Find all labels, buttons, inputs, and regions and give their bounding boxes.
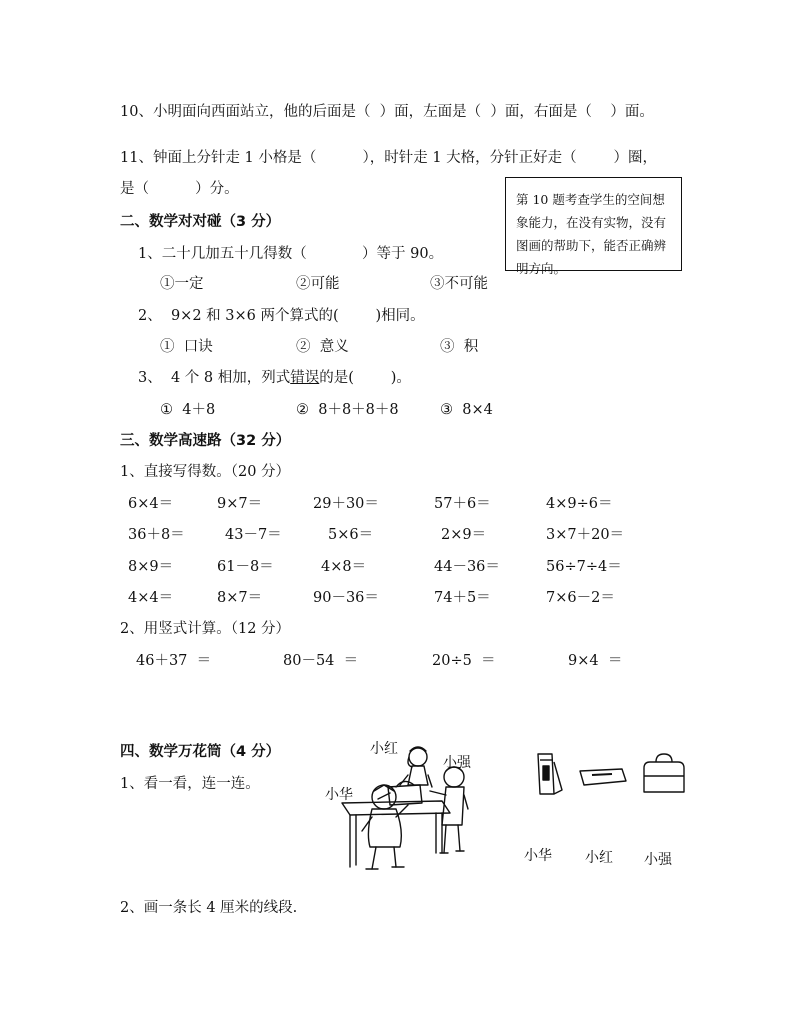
pencil-case-upright-icon bbox=[528, 750, 568, 800]
vertical-calc-1: 46＋37 ＝ bbox=[136, 653, 212, 669]
s2-q2-option-2: ② 意义 bbox=[296, 339, 349, 355]
s3-part2-title: 2、用竖式计算。（12 分） bbox=[120, 621, 291, 637]
s2-question-3 bbox=[138, 371, 411, 386]
question-11-line1: 11、钟面上分针走 1 小格是（ ），时针走 1 大格，分针正好走（ ）圈， bbox=[120, 150, 658, 166]
calc-r3-c4: 44－36＝ bbox=[434, 559, 500, 575]
calc-r1-c4: 57＋6＝ bbox=[434, 496, 491, 512]
s2-q1-option-1: ①一定 bbox=[160, 276, 204, 292]
s2-q3-option-1: ① 4＋8 bbox=[160, 402, 216, 418]
calc-r2-c2: 43－7＝ bbox=[225, 527, 282, 543]
calc-r2-c4: 2×9＝ bbox=[441, 527, 487, 543]
calc-r3-c5: 56÷7÷4＝ bbox=[546, 559, 622, 575]
calc-r2-c1: 36＋8＝ bbox=[128, 527, 185, 543]
s2-question-2: 2、 9×2 和 3×6 两个算式的( )相同。 bbox=[138, 308, 425, 324]
calc-r4-c4: 74＋5＝ bbox=[434, 590, 491, 606]
calc-r3-c2: 61－8＝ bbox=[217, 559, 274, 575]
s4-question-2: 2、画一条长 4 厘米的线段. bbox=[120, 900, 298, 916]
question-11-line2: 是（ ）分。 bbox=[120, 181, 239, 197]
s2-q3-text-before: 3、 4 个 8 相加，列式 bbox=[138, 370, 291, 386]
s2-q2-option-3: ③ 积 bbox=[440, 339, 479, 355]
object-label-xiaohong: 小红 bbox=[585, 850, 613, 866]
scene-label-xiaohua: 小华 bbox=[325, 787, 353, 803]
object-label-xiaoqiang: 小强 bbox=[644, 852, 672, 868]
section-3-title: 三、数学高速路（32 分） bbox=[120, 433, 291, 449]
question-10: 10、小明面向西面站立，他的后面是（ ）面，左面是（ ）面，右面是（ ）面。 bbox=[120, 104, 654, 120]
scene-label-xiaohong: 小红 bbox=[370, 741, 398, 757]
calc-r1-c5: 4×9÷6＝ bbox=[546, 496, 613, 512]
section-2-title: 二、数学对对碰（3 分） bbox=[120, 214, 281, 230]
calc-r4-c5: 7×6－2＝ bbox=[546, 590, 615, 606]
vertical-calc-2: 80－54 ＝ bbox=[283, 653, 359, 669]
vertical-calc-4: 9×4 ＝ bbox=[568, 653, 623, 669]
calc-r2-c5: 3×7＋20＝ bbox=[546, 527, 625, 543]
scene-label-xiaoqiang: 小强 bbox=[443, 755, 471, 771]
s2-q3-option-2: ② 8＋8＋8＋8 bbox=[296, 402, 399, 418]
s2-q3-text-after: 的是( )。 bbox=[319, 370, 411, 386]
calc-r1-c3: 29＋30＝ bbox=[313, 496, 379, 512]
school-bag-icon bbox=[640, 752, 688, 798]
calc-r1-c1: 6×4＝ bbox=[128, 496, 174, 512]
s2-q3-option-3: ③ 8×4 bbox=[440, 402, 493, 418]
object-label-xiaohua: 小华 bbox=[524, 848, 552, 864]
calc-r2-c3: 5×6＝ bbox=[328, 527, 374, 543]
s2-question-1: 1、二十几加五十几得数（ ）等于 90。 bbox=[138, 246, 444, 262]
s2-q1-option-3: ③不可能 bbox=[430, 276, 488, 292]
s2-q2-option-1: ① 口诀 bbox=[160, 339, 213, 355]
s4-question-1: 1、看一看，连一连。 bbox=[120, 776, 260, 792]
calc-r3-c3: 4×8＝ bbox=[321, 559, 367, 575]
calc-r4-c3: 90－36＝ bbox=[313, 590, 379, 606]
calc-r3-c1: 8×9＝ bbox=[128, 559, 174, 575]
s2-q3-underlined: 错误 bbox=[290, 370, 320, 386]
calc-r4-c1: 4×4＝ bbox=[128, 590, 174, 606]
s3-part1-title: 1、直接写得数。（20 分） bbox=[120, 464, 291, 480]
calc-r4-c2: 8×7＝ bbox=[217, 590, 263, 606]
calc-r1-c2: 9×7＝ bbox=[217, 496, 263, 512]
section-4-title: 四、数学万花筒（4 分） bbox=[120, 744, 281, 760]
s2-q1-option-2: ②可能 bbox=[296, 276, 340, 292]
teacher-note-box: 第 10 题考查学生的空间想象能力，在没有实物，没有图画的帮助下，能否正确辨明方向。 bbox=[505, 177, 682, 271]
pencil-box-flat-icon bbox=[578, 765, 628, 789]
vertical-calc-3: 20÷5 ＝ bbox=[432, 653, 496, 669]
